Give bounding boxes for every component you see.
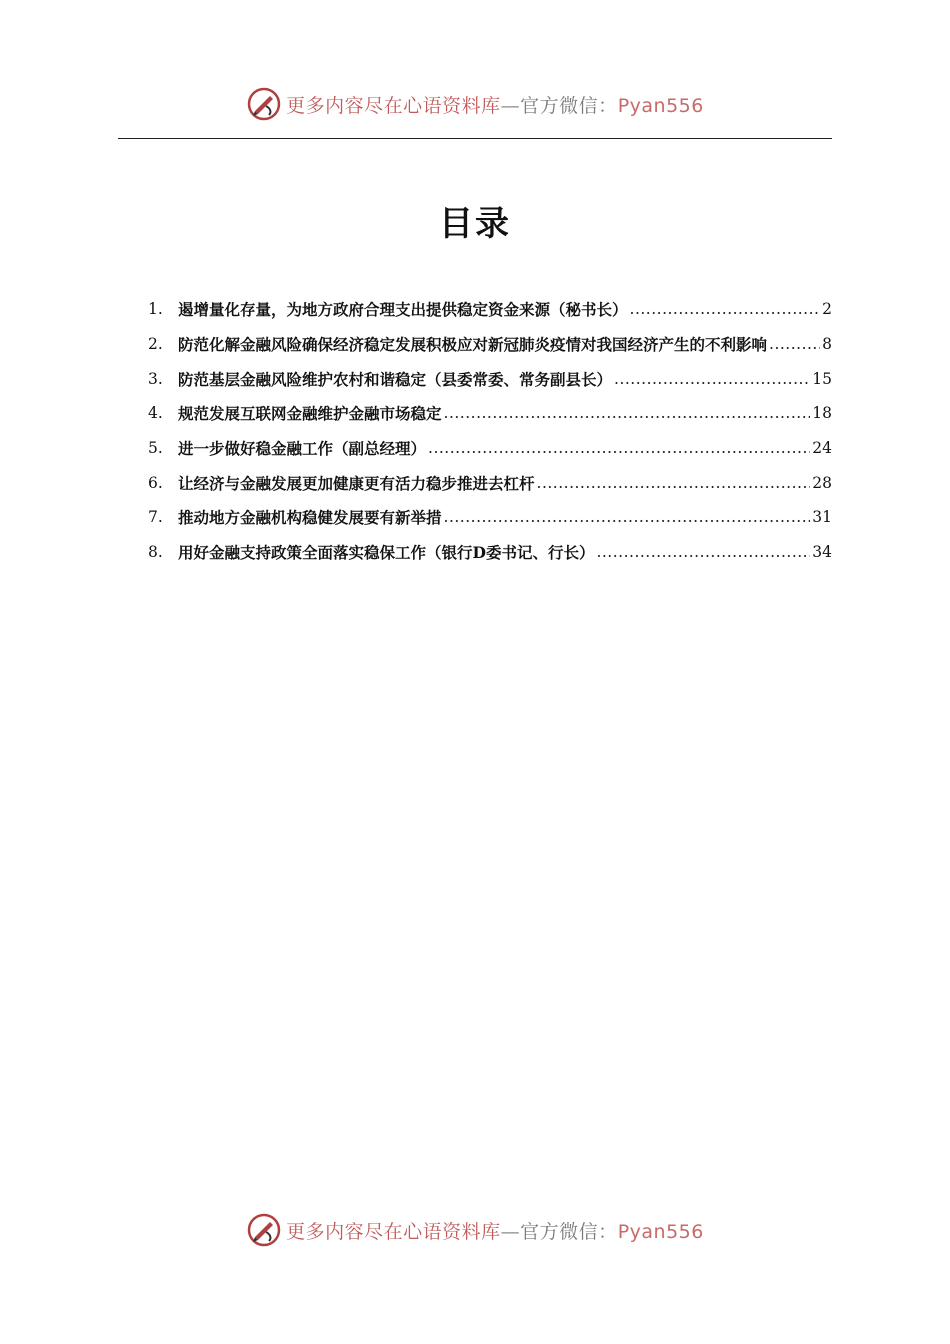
toc-entry[interactable] <box>148 361 832 396</box>
footer-banner <box>0 1208 950 1252</box>
toc-entry-title: 进一步做好稳金融工作（副总经理） <box>178 439 427 459</box>
toc-entry-page: 31 <box>812 508 832 527</box>
toc-dot-leader <box>630 300 821 318</box>
pen-logo-icon <box>246 1212 282 1248</box>
header-divider <box>118 138 832 139</box>
toc-entry-title: 规范发展互联网金融维护金融市场稳定 <box>178 404 442 424</box>
header-separator: — <box>500 94 521 117</box>
toc-entry-number: 5. <box>148 439 163 458</box>
page-title: 目录 <box>439 204 511 244</box>
toc-entry-number: 7. <box>148 508 163 527</box>
footer-wechat-label: 官方微信： <box>520 1220 618 1243</box>
header-wechat-id: Pyan556 <box>617 94 704 117</box>
toc-entry[interactable] <box>148 535 832 570</box>
footer-wechat-id: Pyan556 <box>617 1220 704 1243</box>
header-brand-text: 更多内容尽在心语资料库 <box>286 94 501 117</box>
toc-entry-page: 28 <box>812 473 832 492</box>
toc-entry[interactable] <box>148 292 832 327</box>
toc-entry-page: 24 <box>812 439 832 458</box>
toc-entry-number: 6. <box>148 473 163 492</box>
toc-entry-page: 18 <box>812 404 832 423</box>
toc-entry-number: 1. <box>148 300 163 319</box>
toc-entry-page: 34 <box>812 543 832 562</box>
toc-dot-leader <box>537 474 811 492</box>
toc-entry-title: 防范化解金融风险确保经济稳定发展积极应对新冠肺炎疫情对我国经济产生的不利影响 <box>178 335 768 355</box>
toc-entry[interactable] <box>148 431 832 466</box>
toc-entry[interactable] <box>148 500 832 535</box>
toc-entry-title: 推动地方金融机构稳健发展要有新举措 <box>178 508 442 528</box>
toc-entry-title: 让经济与金融发展更加健康更有活力稳步推进去杠杆 <box>178 473 535 493</box>
footer-banner-text <box>286 1217 704 1244</box>
toc-dot-leader <box>769 335 820 353</box>
toc-entry-page: 8 <box>822 335 832 354</box>
toc-dot-leader <box>444 404 811 422</box>
footer-separator: — <box>500 1220 521 1243</box>
toc-entry-title: 用好金融支持政策全面落实稳保工作（银行D委书记、行长） <box>178 543 595 563</box>
toc-entry[interactable] <box>148 465 832 500</box>
header-wechat-label: 官方微信： <box>520 94 618 117</box>
toc-dot-leader <box>596 543 810 561</box>
toc-entry-title: 遏增量化存量，为地方政府合理支出提供稳定资金来源（秘书长） <box>178 300 628 320</box>
toc-dot-leader <box>444 508 811 526</box>
pen-logo-icon <box>246 86 282 122</box>
toc-entry-page: 2 <box>822 300 832 319</box>
header-banner <box>0 82 950 126</box>
toc-entry[interactable] <box>148 327 832 362</box>
toc-entry-number: 2. <box>148 335 163 354</box>
header-banner-text <box>286 91 704 118</box>
toc-dot-leader <box>614 370 810 388</box>
toc-entry-number: 3. <box>148 369 163 388</box>
footer-brand-text: 更多内容尽在心语资料库 <box>286 1220 501 1243</box>
toc-entry[interactable] <box>148 396 832 431</box>
table-of-contents <box>148 292 832 570</box>
toc-dot-leader <box>428 439 810 457</box>
toc-entry-number: 4. <box>148 404 163 423</box>
toc-entry-page: 15 <box>812 369 832 388</box>
toc-entry-title: 防范基层金融风险维护农村和谐稳定（县委常委、常务副县长） <box>178 369 613 389</box>
toc-entry-number: 8. <box>148 543 163 562</box>
